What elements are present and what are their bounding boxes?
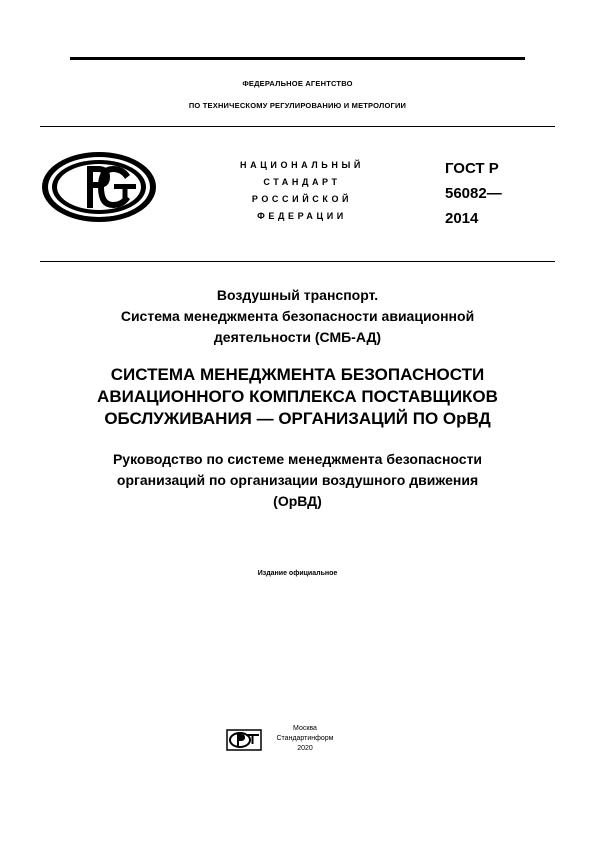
gost-number-line-3: 2014 — [445, 210, 479, 227]
gost-number — [445, 156, 502, 231]
title-main — [40, 364, 555, 430]
title-main-line-3: ОБСЛУЖИВАНИЯ — ОРГАНИЗАЦИЙ ПО ОрВД — [104, 409, 491, 428]
header-rule — [40, 126, 555, 127]
publisher-year: 2020 — [297, 745, 313, 752]
publisher-name: Стандартинформ — [276, 735, 334, 742]
standard-label — [212, 157, 392, 225]
title-sub-line-3: (ОрВД) — [273, 493, 322, 509]
title-main-line-2: АВИАЦИОННОГО КОМПЛЕКСА ПОСТАВЩИКОВ — [97, 387, 498, 406]
official-edition: Издание официальное — [257, 570, 338, 577]
standard-label-line-1: НАЦИОНАЛЬНЫЙ — [240, 160, 364, 170]
title-subject-line-1: Воздушный транспорт. — [216, 287, 379, 303]
title-subject — [40, 285, 555, 348]
standard-label-line-2: СТАНДАРТ — [263, 177, 341, 187]
agency-line-1: ФЕДЕРАЛЬНОЕ АГЕНТСТВО — [242, 79, 353, 88]
title-sub — [40, 449, 555, 512]
title-subject-line-2: Система менеджмента безопасности авиационной — [120, 308, 475, 324]
gost-number-line-2: 56082— — [445, 185, 502, 202]
title-rule — [40, 261, 555, 262]
title-main-line-1: СИСТЕМА МЕНЕДЖМЕНТА БЕЗОПАСНОСТИ — [110, 365, 485, 384]
agency-line-2: ПО ТЕХНИЧЕСКОМУ РЕГУЛИРОВАНИЮ И МЕТРОЛОГИИ — [188, 101, 407, 110]
standartinform-logo-icon — [226, 729, 262, 751]
title-subject-line-3: деятельности (СМБ-АД) — [213, 329, 382, 345]
title-sub-line-1: Руководство по системе менеджмента безопасности — [112, 451, 483, 467]
rst-logo-icon — [40, 150, 158, 224]
standard-label-line-4: ФЕДЕРАЦИИ — [257, 211, 347, 221]
standard-label-line-3: РОССИЙСКОЙ — [251, 194, 353, 204]
publisher-city: Москва — [293, 725, 317, 732]
top-rule — [70, 57, 525, 60]
title-sub-line-2: организаций по организации воздушного движения — [116, 472, 479, 488]
gost-number-line-1: ГОСТ Р — [445, 160, 499, 177]
publisher-info — [262, 724, 348, 754]
